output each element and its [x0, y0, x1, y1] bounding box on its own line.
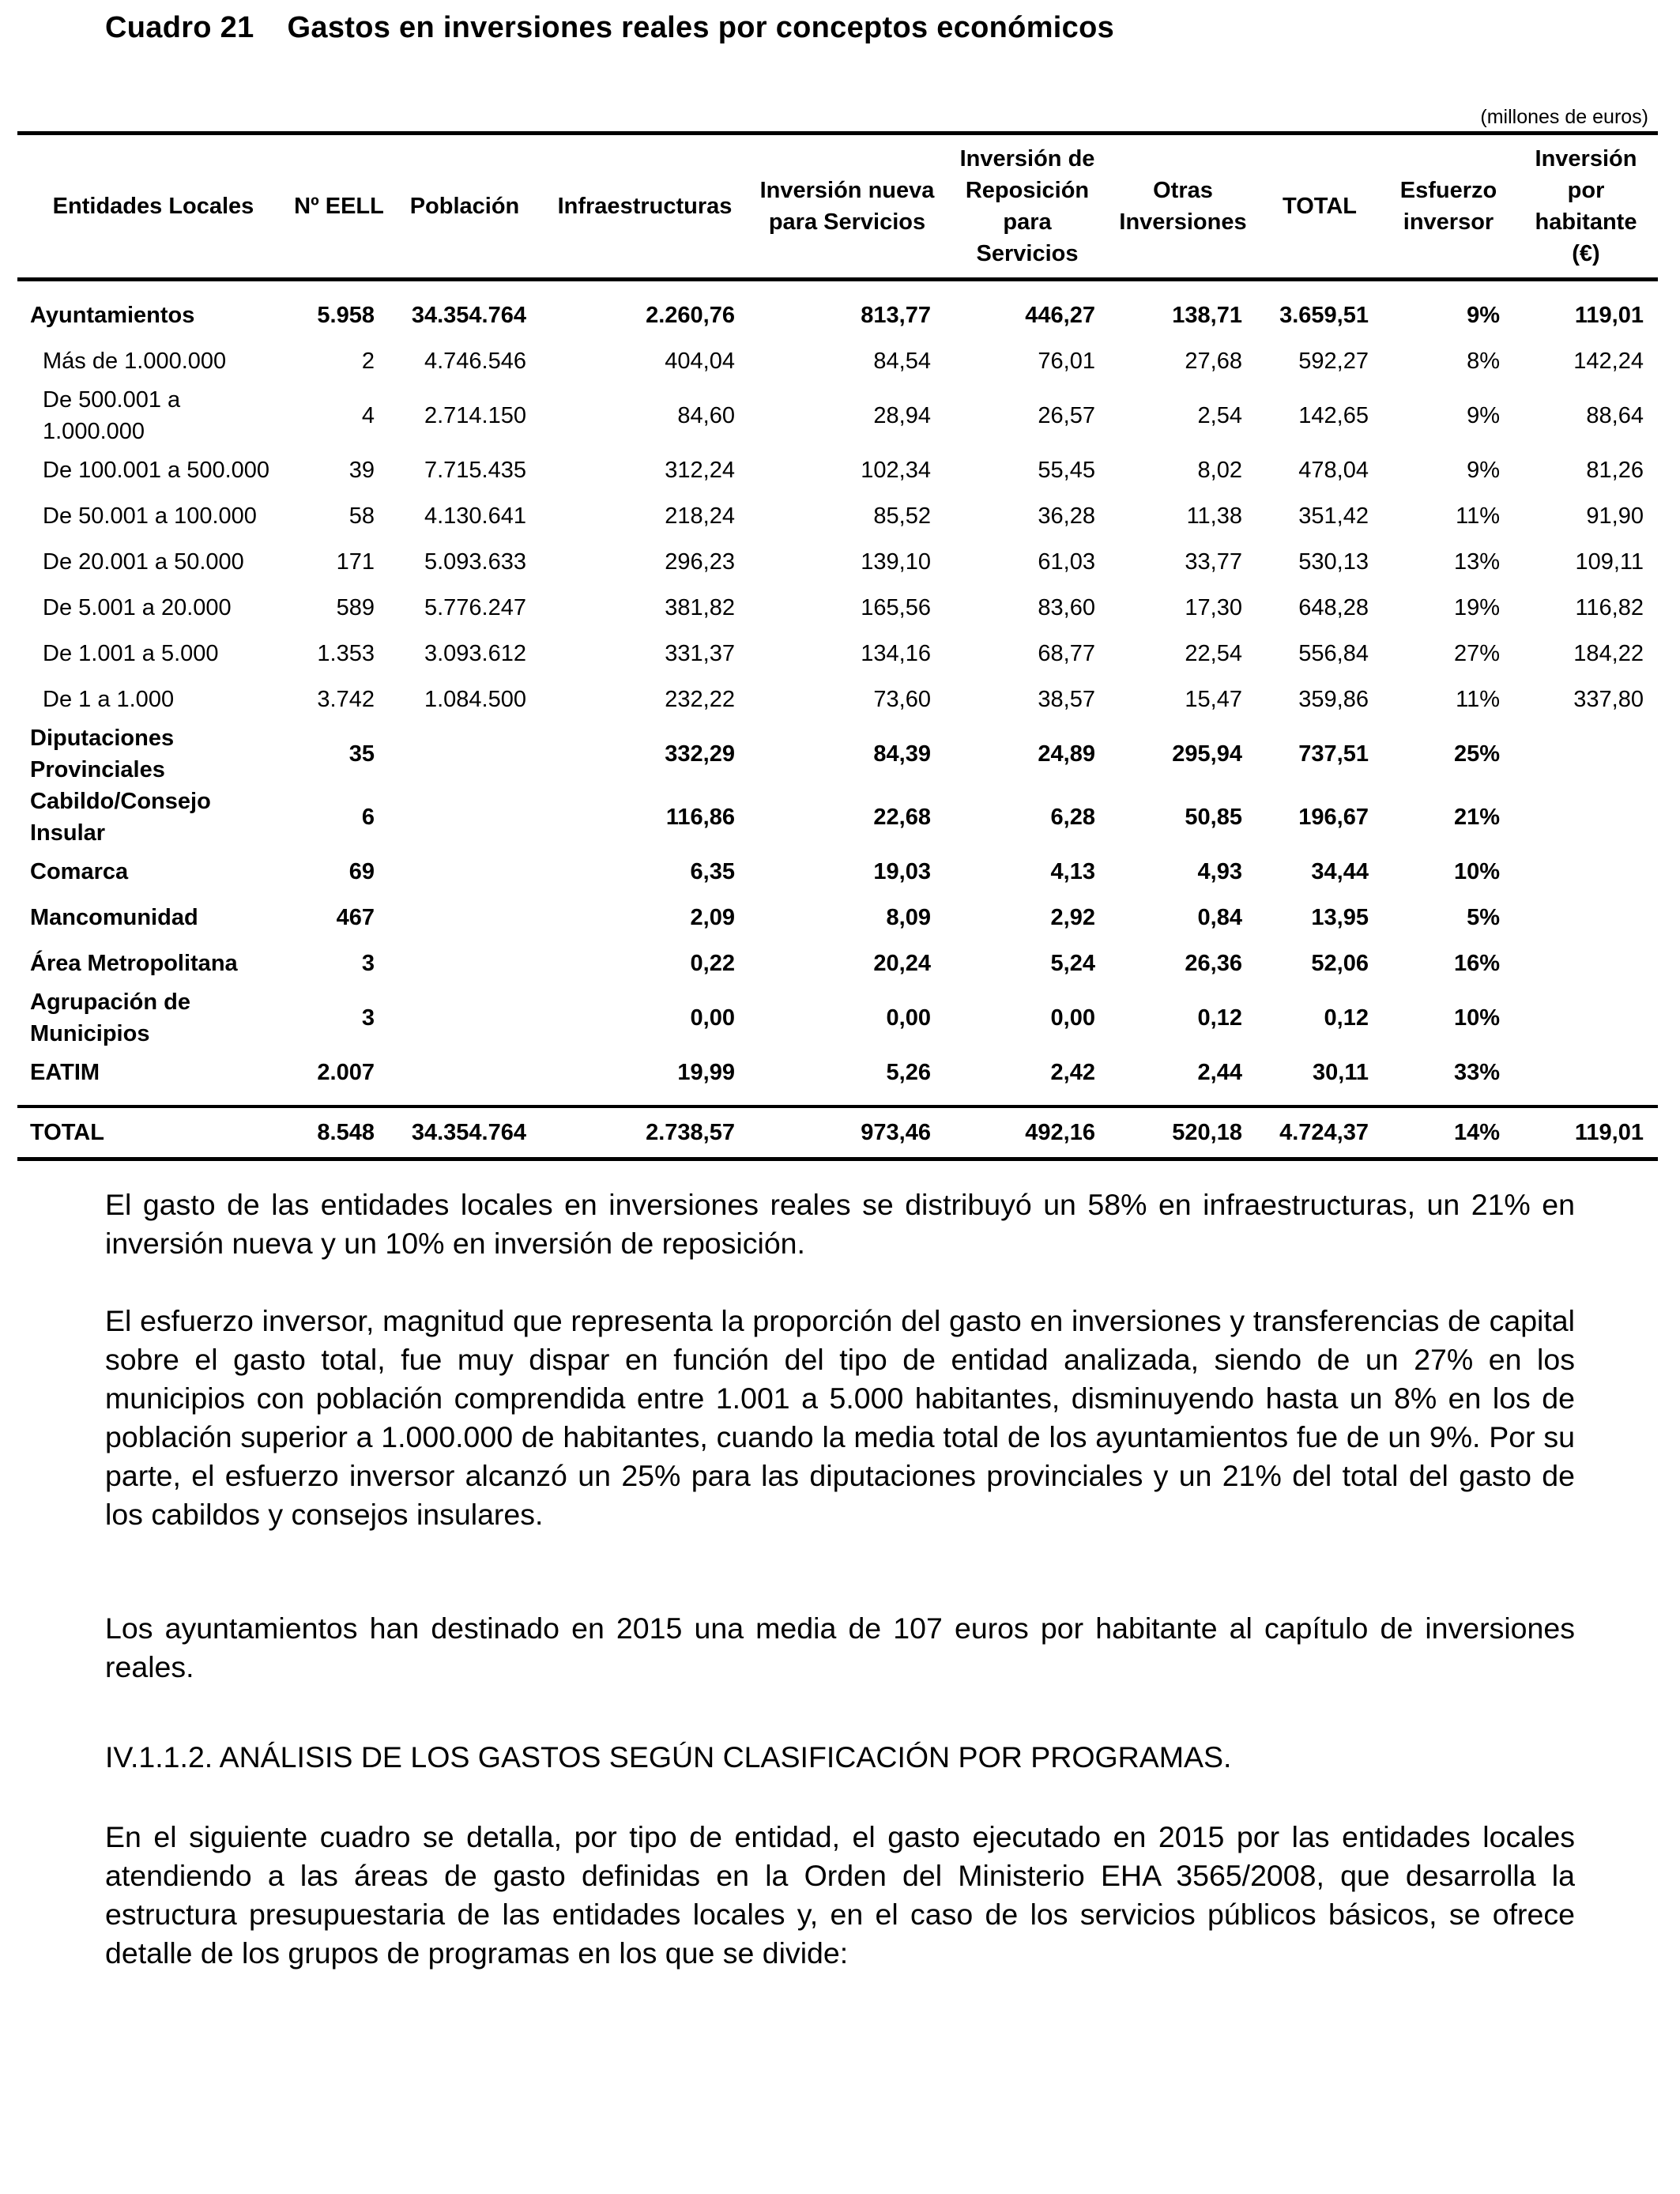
units-note: (millones de euros)	[1480, 106, 1648, 128]
cell-inversion-reposicion: 2,42	[1050, 1060, 1095, 1085]
row-label: Diputaciones Provinciales	[30, 726, 175, 782]
cell-esfuerzo: 9%	[1467, 403, 1500, 428]
cell-n-eell: 2	[361, 349, 375, 374]
cell-inversion-reposicion: 24,89	[1038, 741, 1095, 767]
cell-total: 13,95	[1311, 905, 1369, 930]
cell-poblacion: 7.715.435	[424, 458, 526, 483]
cell-esfuerzo: 9%	[1467, 458, 1500, 483]
table-row	[17, 941, 1658, 986]
cell-n-eell: 4	[361, 403, 375, 428]
cell-inversion-habitante: 119,01	[1514, 1106, 1658, 1159]
col-header-infraestructuras: Infraestructuras	[541, 134, 749, 280]
cell-otras-inversiones: 2,54	[1197, 403, 1242, 428]
cell-esfuerzo: 11%	[1456, 687, 1500, 712]
cell-infraestructuras: 19,99	[677, 1060, 735, 1085]
cell-otras-inversiones: 8,02	[1197, 458, 1242, 483]
cell-otras-inversiones: 50,85	[1185, 805, 1242, 830]
cell-poblacion: 4.746.546	[424, 349, 526, 374]
cell-inversion-habitante: 88,64	[1586, 403, 1644, 428]
cell-inversion-habitante	[1514, 849, 1658, 895]
cell-total: 30,11	[1313, 1060, 1369, 1085]
cell-poblacion: 3.093.612	[424, 641, 526, 666]
cell-poblacion: 2.714.150	[424, 403, 526, 428]
cell-poblacion: 5.776.247	[424, 595, 526, 620]
cell-infraestructuras: 2,09	[690, 905, 735, 930]
cell-n-eell: 3	[361, 951, 375, 976]
cell-inversion-reposicion: 2,92	[1050, 905, 1095, 930]
cell-inversion-nueva: 5,26	[886, 1060, 931, 1085]
cell-total: 0,12	[1324, 1005, 1369, 1031]
cell-infraestructuras: 404,04	[665, 349, 735, 374]
cell-total: 34,44	[1311, 859, 1369, 884]
table-row	[17, 384, 1658, 447]
col-header-total: TOTAL	[1256, 134, 1383, 280]
table-row	[17, 895, 1658, 941]
row-label: De 1.001 a 5.000	[43, 641, 219, 666]
cell-total: 351,42	[1298, 503, 1369, 529]
cell-total: 556,84	[1298, 641, 1369, 666]
cell-esfuerzo: 33%	[1453, 1060, 1500, 1085]
cell-otras-inversiones: 11,38	[1186, 503, 1242, 529]
cell-inversion-habitante: 81,26	[1586, 458, 1644, 483]
cell-inversion-nueva: 84,39	[873, 741, 931, 767]
cell-poblacion	[389, 786, 541, 849]
cell-inversion-nueva: 20,24	[873, 951, 931, 976]
row-label: Agrupación de Municipios	[30, 990, 191, 1046]
cell-poblacion: 34.354.764	[411, 303, 526, 328]
cell-otras-inversiones: 4,93	[1197, 859, 1242, 884]
cell-inversion-reposicion: 26,57	[1038, 403, 1095, 428]
cell-esfuerzo: 14%	[1383, 1106, 1514, 1159]
row-label: EATIM	[30, 1060, 100, 1085]
cell-inversion-reposicion: 492,16	[945, 1106, 1109, 1159]
col-header-inversion-reposicion: Inversión de Reposición para Servicios	[945, 134, 1109, 280]
cell-inversion-nueva: 22,68	[873, 805, 931, 830]
cell-otras-inversiones: 295,94	[1172, 741, 1242, 767]
row-label: Más de 1.000.000	[43, 349, 227, 374]
investment-table	[17, 131, 1658, 1161]
cell-inversion-reposicion: 61,03	[1038, 549, 1095, 575]
row-label: De 1 a 1.000	[43, 687, 175, 712]
col-header-n-eell: Nº EELL	[289, 134, 389, 280]
cell-esfuerzo: 25%	[1453, 741, 1500, 767]
table-row	[17, 1050, 1658, 1106]
cell-esfuerzo: 8%	[1467, 349, 1500, 374]
cell-inversion-nueva: 28,94	[873, 403, 931, 428]
cell-esfuerzo: 10%	[1453, 1005, 1500, 1031]
cell-n-eell: 171	[336, 549, 375, 575]
cell-inversion-habitante	[1514, 786, 1658, 849]
cell-inversion-habitante: 116,82	[1575, 595, 1644, 620]
cell-esfuerzo: 27%	[1453, 641, 1500, 666]
cell-n-eell: 6	[361, 805, 375, 830]
cell-poblacion: 4.130.641	[424, 503, 526, 529]
cell-n-eell: 1.353	[317, 641, 375, 666]
cell-inversion-nueva: 73,60	[873, 687, 931, 712]
table-row	[17, 447, 1658, 493]
table-title	[105, 11, 1114, 45]
col-header-esfuerzo: Esfuerzo inversor	[1383, 134, 1514, 280]
cell-inversion-habitante: 91,90	[1586, 503, 1644, 529]
cell-inversion-habitante: 142,24	[1573, 349, 1644, 374]
table-total-row	[17, 1106, 1658, 1159]
cell-infraestructuras: 381,82	[665, 595, 735, 620]
cell-infraestructuras: 296,23	[665, 549, 735, 575]
col-header-otras-inversiones: Otras Inversiones	[1109, 134, 1256, 280]
table-row	[17, 631, 1658, 677]
cell-inversion-habitante	[1514, 895, 1658, 941]
cell-inversion-reposicion: 38,57	[1038, 687, 1095, 712]
table-row	[17, 986, 1658, 1050]
cell-inversion-nueva: 134,16	[861, 641, 931, 666]
cell-inversion-reposicion: 0,00	[1050, 1005, 1095, 1031]
cell-total: 142,65	[1298, 403, 1369, 428]
cell-inversion-reposicion: 5,24	[1050, 951, 1095, 976]
cell-total: 648,28	[1298, 595, 1369, 620]
col-header-entidades: Entidades Locales	[17, 134, 289, 280]
col-header-poblacion: Población	[389, 134, 541, 280]
cell-otras-inversiones: 138,71	[1172, 303, 1242, 328]
cell-n-eell: 589	[336, 595, 375, 620]
cell-otras-inversiones: 33,77	[1185, 549, 1242, 575]
row-label: De 100.001 a 500.000	[43, 458, 270, 483]
table-title-text: Gastos en inversiones reales por conceptos económicos	[287, 11, 1115, 44]
row-label: De 50.001 a 100.000	[43, 503, 257, 529]
cell-infraestructuras: 232,22	[665, 687, 735, 712]
cell-n-eell: 39	[348, 458, 375, 483]
table-row	[17, 280, 1658, 339]
cell-infraestructuras: 116,86	[665, 805, 735, 830]
cell-otras-inversiones: 2,44	[1197, 1060, 1242, 1085]
row-label: De 20.001 a 50.000	[43, 549, 244, 575]
cell-inversion-reposicion: 83,60	[1038, 595, 1095, 620]
table-row	[17, 786, 1658, 849]
cell-inversion-reposicion: 6,28	[1050, 805, 1095, 830]
cell-inversion-habitante: 337,80	[1573, 687, 1644, 712]
table-header-row	[17, 134, 1658, 280]
paragraph-4: En el siguiente cuadro se detalla, por tipo de entidad, el gasto ejecutado en 2015 por las entidades locales atendiendo a las áreas de gasto definidas en la Orden del Ministerio EHA 3565/2008, que desarrolla la estructura presupuestaria de las entidades locales y, en el caso de los servicios públicos básicos, se ofrece detalle de los grupos de programas en los que se divide:	[105, 1820, 1575, 1970]
cell-total: 4.724,37	[1256, 1106, 1383, 1159]
cell-inversion-habitante: 109,11	[1575, 549, 1644, 575]
cell-inversion-nueva: 85,52	[873, 503, 931, 529]
cell-inversion-habitante: 184,22	[1573, 641, 1644, 666]
row-label: De 5.001 a 20.000	[43, 595, 232, 620]
cell-n-eell: 2.007	[317, 1060, 375, 1085]
cell-inversion-habitante	[1514, 722, 1658, 786]
cell-n-eell: 3	[361, 1005, 375, 1031]
table-row	[17, 722, 1658, 786]
cell-total: 3.659,51	[1279, 303, 1369, 328]
cell-otras-inversiones: 0,12	[1197, 1005, 1242, 1031]
row-label: Mancomunidad	[30, 905, 198, 930]
table-row	[17, 338, 1658, 384]
cell-esfuerzo: 5%	[1467, 905, 1500, 930]
cell-total: 592,27	[1298, 349, 1369, 374]
cell-inversion-nueva: 813,77	[861, 303, 931, 328]
cell-infraestructuras: 0,22	[690, 951, 735, 976]
col-header-inversion-habitante: Inversión por habitante (€)	[1514, 134, 1658, 280]
cell-inversion-nueva: 973,46	[749, 1106, 945, 1159]
table-row	[17, 585, 1658, 631]
cell-n-eell: 58	[348, 503, 375, 529]
cell-total: 478,04	[1298, 458, 1369, 483]
cell-inversion-reposicion: 446,27	[1025, 303, 1095, 328]
cell-total: 52,06	[1311, 951, 1369, 976]
cell-esfuerzo: 16%	[1453, 951, 1500, 976]
cell-otras-inversiones: 22,54	[1185, 641, 1242, 666]
cell-total: 530,13	[1298, 549, 1369, 575]
cell-poblacion	[389, 895, 541, 941]
cell-infraestructuras: 2.260,76	[646, 303, 735, 328]
cell-inversion-reposicion: 4,13	[1050, 859, 1095, 884]
cell-infraestructuras: 331,37	[665, 641, 735, 666]
row-label: Comarca	[30, 859, 129, 884]
cell-otras-inversiones: 26,36	[1185, 951, 1242, 976]
cell-poblacion	[389, 849, 541, 895]
cell-infraestructuras: 332,29	[665, 741, 735, 767]
paragraph-3: Los ayuntamientos han destinado en 2015 una media de 107 euros por habitante al capítulo de inversiones reales.	[105, 1612, 1575, 1683]
cell-infraestructuras: 218,24	[665, 503, 735, 529]
cell-inversion-nueva: 8,09	[886, 905, 931, 930]
cell-otras-inversiones: 520,18	[1109, 1106, 1256, 1159]
cell-esfuerzo: 9%	[1467, 303, 1500, 328]
table-row	[17, 849, 1658, 895]
cell-n-eell: 69	[348, 859, 375, 884]
table-row	[17, 493, 1658, 539]
cell-n-eell: 3.742	[317, 687, 375, 712]
cell-esfuerzo: 21%	[1453, 805, 1500, 830]
cell-inversion-reposicion: 55,45	[1038, 458, 1095, 483]
cell-total: 196,67	[1298, 805, 1369, 830]
cell-total: 737,51	[1298, 741, 1369, 767]
cell-otras-inversiones: 17,30	[1185, 595, 1242, 620]
cell-inversion-nueva: 0,00	[886, 1005, 931, 1031]
cell-inversion-reposicion: 36,28	[1038, 503, 1095, 529]
col-header-inversion-nueva: Inversión nueva para Servicios	[749, 134, 945, 280]
cell-inversion-habitante	[1514, 986, 1658, 1050]
cell-inversion-nueva: 84,54	[873, 349, 931, 374]
cell-infraestructuras: 84,60	[677, 403, 735, 428]
table-number: Cuadro 21	[105, 11, 254, 44]
cell-poblacion: 34.354.764	[389, 1106, 541, 1159]
table-row	[17, 677, 1658, 722]
section-heading: IV.1.1.2. ANÁLISIS DE LOS GASTOS SEGÚN CLASIFICACIÓN POR PROGRAMAS.	[105, 1740, 1232, 1774]
cell-total: 359,86	[1298, 687, 1369, 712]
cell-esfuerzo: 19%	[1453, 595, 1500, 620]
paragraph-1: El gasto de las entidades locales en inversiones reales se distribuyó un 58% en infraestructuras, un 21% en inversión nueva y un 10% en inversión de reposición.	[105, 1188, 1575, 1260]
cell-n-eell: 8.548	[289, 1106, 389, 1159]
cell-inversion-nueva: 165,56	[861, 595, 931, 620]
table-body	[17, 280, 1658, 1159]
cell-otras-inversiones: 0,84	[1197, 905, 1242, 930]
row-label: De 500.001 a 1.000.000	[43, 387, 181, 444]
cell-inversion-habitante	[1514, 941, 1658, 986]
cell-esfuerzo: 11%	[1456, 503, 1500, 529]
cell-inversion-nueva: 139,10	[861, 549, 931, 575]
cell-n-eell: 35	[348, 741, 375, 767]
row-label: Cabildo/Consejo Insular	[30, 789, 211, 846]
cell-poblacion	[389, 1050, 541, 1106]
row-label: TOTAL	[17, 1106, 289, 1159]
cell-esfuerzo: 10%	[1453, 859, 1500, 884]
row-label: Ayuntamientos	[30, 303, 195, 328]
cell-poblacion	[389, 986, 541, 1050]
cell-infraestructuras: 0,00	[690, 1005, 735, 1031]
cell-inversion-reposicion: 68,77	[1038, 641, 1095, 666]
paragraph-2: El esfuerzo inversor, magnitud que representa la proporción del gasto en inversiones y transferencias de capital sobre el gasto total, fue muy dispar en función del tipo de entidad analizada, siendo de un 27% en los municipios con población comprendida entre 1.001 a 5.000 habitantes, disminuyendo hasta un 8% en los de población superior a 1.000.000 de habitantes, cuando la media total de los ayuntamientos fue de un 9%. Por su parte, el esfuerzo inversor alcanzó un 25% para las diputaciones provinciales y un 21% del total del gasto de los cabildos y consejos insulares.	[105, 1304, 1575, 1531]
cell-esfuerzo: 13%	[1453, 549, 1500, 575]
cell-otras-inversiones: 15,47	[1185, 687, 1242, 712]
row-label: Área Metropolitana	[30, 951, 238, 976]
cell-inversion-habitante: 119,01	[1574, 303, 1644, 328]
cell-inversion-habitante	[1514, 1050, 1658, 1106]
cell-inversion-nueva: 102,34	[861, 458, 931, 483]
cell-infraestructuras: 312,24	[665, 458, 735, 483]
cell-poblacion	[389, 722, 541, 786]
cell-poblacion	[389, 941, 541, 986]
cell-poblacion: 1.084.500	[424, 687, 526, 712]
table-row	[17, 539, 1658, 585]
cell-otras-inversiones: 27,68	[1185, 349, 1242, 374]
cell-poblacion: 5.093.633	[424, 549, 526, 575]
cell-n-eell: 467	[336, 905, 375, 930]
cell-inversion-nueva: 19,03	[873, 859, 931, 884]
cell-infraestructuras: 6,35	[690, 859, 735, 884]
cell-infraestructuras: 2.738,57	[541, 1106, 749, 1159]
cell-inversion-reposicion: 76,01	[1038, 349, 1095, 374]
cell-n-eell: 5.958	[317, 303, 375, 328]
